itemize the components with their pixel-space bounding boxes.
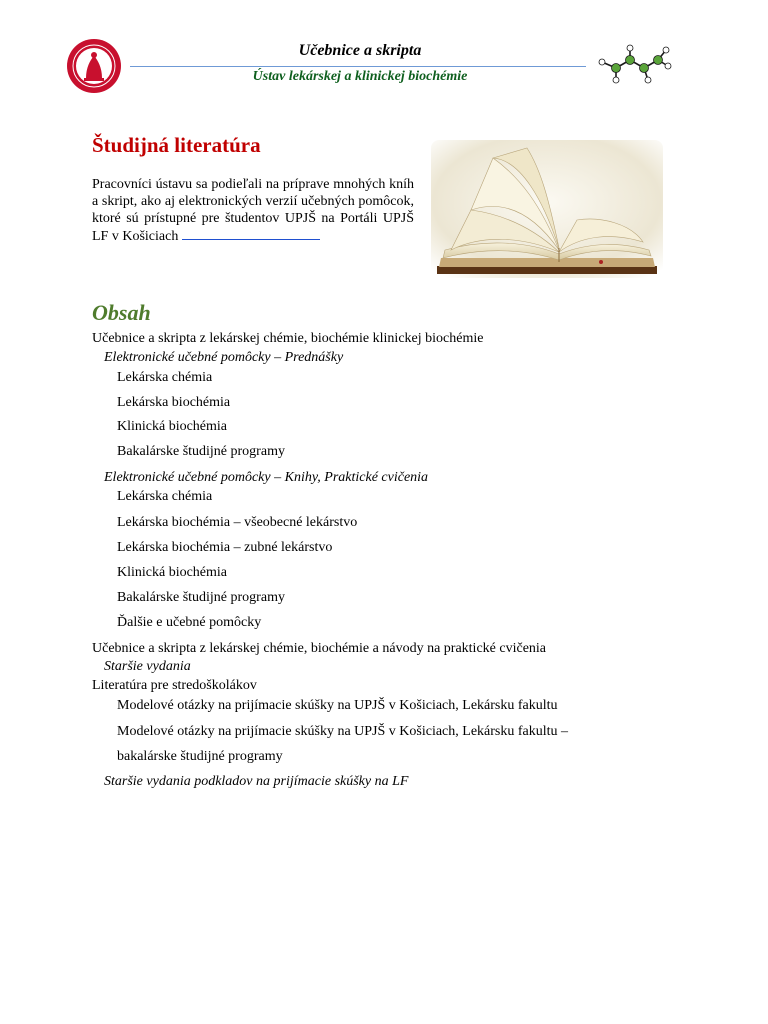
toc-item-textbooks[interactable]: Učebnice a skripta z lekárskej chémie, biochémie klinickej biochémie [92,331,484,346]
toc-item-book-bachelor[interactable]: Bakalárske študijné programy [117,590,285,605]
toc-item-book-biochemistry-dental[interactable]: Lekárska biochémia – zubné lekárstvo [117,540,333,555]
page-title: Študijná literatúra [92,133,261,157]
header-title: Učebnice a skripta [298,42,422,59]
toc-item-model-questions-bachelor[interactable]: Modelové otázky na prijímacie skúšky na UPJŠ v Košiciach, Lekársku fakultu – [117,724,569,739]
toc-item-model-questions-bachelor-cont[interactable]: bakalárske študijné programy [117,749,283,764]
toc-item-e-lectures[interactable]: Elektronické učebné pomôcky – Prednášky [104,350,344,365]
contents-heading: Obsah [92,300,151,325]
intro-text: Pracovníci ústavu sa podieľali na príprave mnohých kníh a skript, ako aj elektronických verzií učebných pomôcok, ktoré sú prístupné pre študentov UPJŠ na Portáli UPJŠ LF v Košiciach [92,177,414,244]
toc-item-e-books[interactable]: Elektronické učebné pomôcky – Knihy, Praktické cvičenia [104,470,429,485]
portal-link-blank[interactable] [182,227,320,240]
header-divider [130,66,586,67]
toc-item-book-biochemistry-general[interactable]: Lekárska biochémia – všeobecné lekárstvo [117,515,358,530]
toc-item-model-questions[interactable]: Modelové otázky na prijímacie skúšky na UPJŠ v Košiciach, Lekársku fakultu [117,698,558,713]
toc-item-lecture-chemistry[interactable]: Lekárska chémia [117,370,213,385]
intro-paragraph [92,176,414,245]
toc-item-lecture-clinical[interactable]: Klinická biochémia [117,419,228,434]
toc-item-other-e-materials[interactable]: Ďalšie e učebné pomôcky [117,615,262,630]
university-seal-logo [64,38,124,94]
toc-item-older-admission[interactable]: Staršie vydania podkladov na prijímacie skúšky na LF [104,774,409,789]
toc-item-textbooks-practicals[interactable]: Učebnice a skripta z lekárskej chémie, biochémie a návody na praktické cvičenia [92,641,547,656]
molecule-logo [594,40,674,88]
open-book-image [431,140,663,278]
toc-item-book-clinical[interactable]: Klinická biochémia [117,565,228,580]
header-subtitle: Ústav lekárskej a klinickej biochémie [252,69,468,84]
toc-item-book-chemistry[interactable]: Lekárska chémia [117,489,213,504]
toc-item-older-editions[interactable]: Staršie vydania [104,659,191,674]
toc-item-lecture-biochemistry[interactable]: Lekárska biochémia [117,395,231,410]
toc-item-lecture-bachelor[interactable]: Bakalárske študijné programy [117,444,285,459]
toc-item-high-school[interactable]: Literatúra pre stredoškolákov [92,678,257,693]
